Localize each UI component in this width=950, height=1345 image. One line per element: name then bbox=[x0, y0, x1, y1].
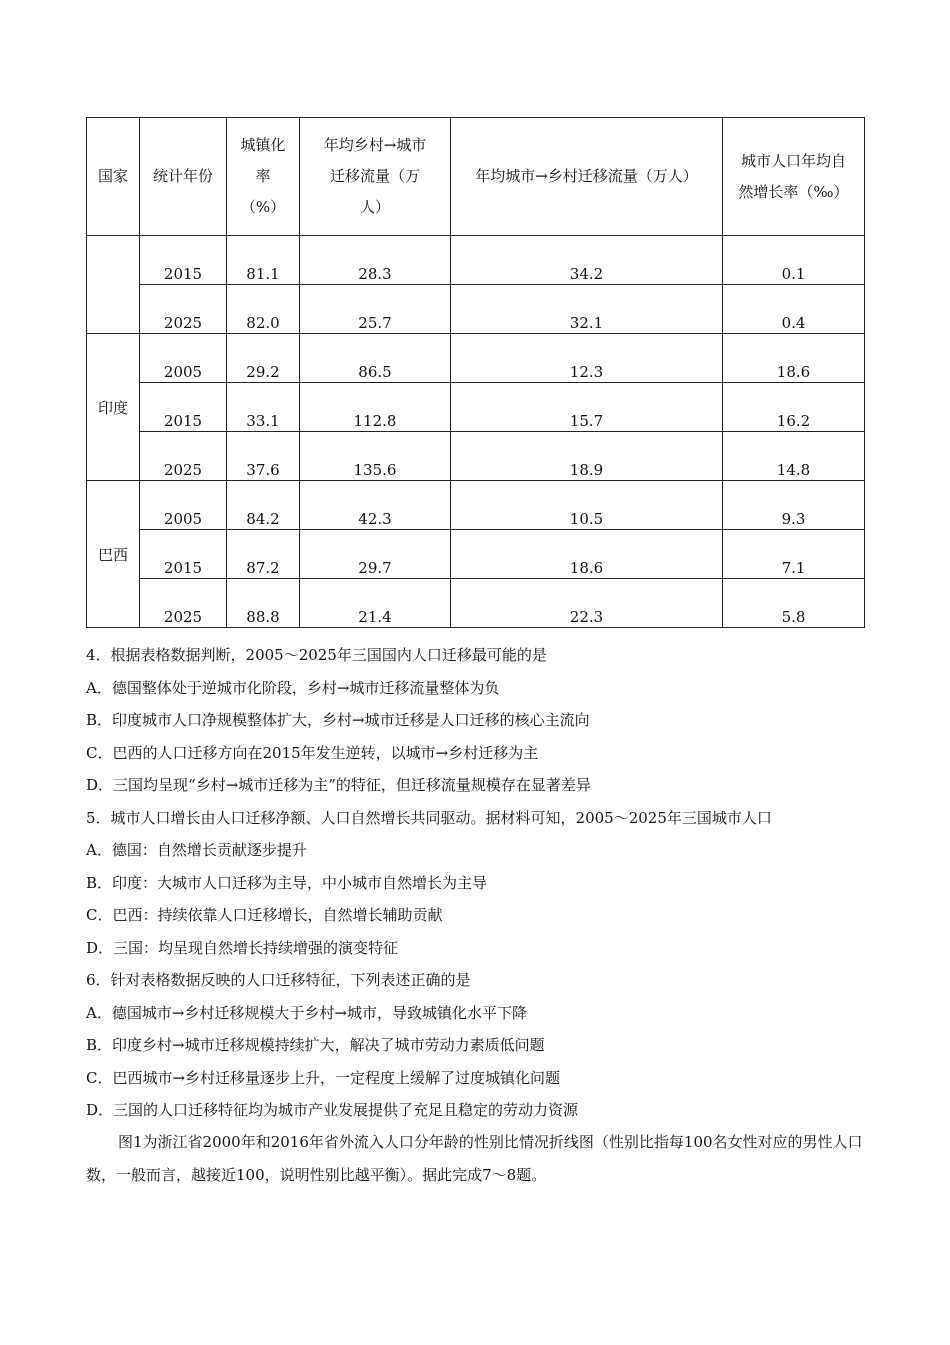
year-cell: 2015 bbox=[140, 236, 227, 285]
country-cell: 巴西 bbox=[87, 481, 140, 628]
table-cell: 29.7 bbox=[300, 530, 451, 579]
table-cell: 14.8 bbox=[723, 432, 865, 481]
table-row bbox=[87, 481, 865, 530]
table-cell: 112.8 bbox=[300, 383, 451, 432]
table-cell: 21.4 bbox=[300, 579, 451, 628]
question-5-stem: 5．城市人口增长由人口迁移净额、人口自然增长共同驱动。据材料可知，2005～2025年三国城市人口 bbox=[86, 809, 772, 827]
table-cell: 42.3 bbox=[300, 481, 451, 530]
table-row bbox=[87, 383, 865, 432]
figure-intro-paragraph bbox=[86, 1126, 866, 1192]
table-cell: 37.6 bbox=[227, 432, 300, 481]
question-5-option-d: D．三国：均呈现自然增长持续增强的演变特征 bbox=[86, 939, 399, 957]
question-6-option-a: A．德国城市→乡村迁移规模大于乡村→城市，导致城镇化水平下降 bbox=[86, 1004, 527, 1022]
table-cell: 9.3 bbox=[723, 481, 865, 530]
table-cell: 84.2 bbox=[227, 481, 300, 530]
table-cell: 15.7 bbox=[451, 383, 723, 432]
table-row bbox=[87, 530, 865, 579]
question-4-stem: 4．根据表格数据判断，2005～2025年三国国内人口迁移最可能的是 bbox=[86, 646, 547, 664]
year-cell: 2015 bbox=[140, 530, 227, 579]
table-cell: 10.5 bbox=[451, 481, 723, 530]
migration-data-table bbox=[86, 117, 865, 628]
table-header-row bbox=[87, 118, 865, 236]
question-6-stem: 6．针对表格数据反映的人口迁移特征，下列表述正确的是 bbox=[86, 971, 471, 989]
question-4-option-c: C．巴西的人口迁移方向在2015年发生逆转，以城市→乡村迁移为主 bbox=[86, 744, 539, 762]
question-5-option-b: B．印度：大城市人口迁移为主导，中小城市自然增长为主导 bbox=[86, 874, 488, 892]
year-cell: 2015 bbox=[140, 383, 227, 432]
table-cell: 82.0 bbox=[227, 285, 300, 334]
table-cell: 33.1 bbox=[227, 383, 300, 432]
table-cell: 25.7 bbox=[300, 285, 451, 334]
table-cell: 18.6 bbox=[451, 530, 723, 579]
table-row bbox=[87, 285, 865, 334]
header-country: 国家 bbox=[87, 118, 140, 236]
header-year: 统计年份 bbox=[140, 118, 227, 236]
header-urbanization-rate: 城镇化 率 （%） bbox=[227, 118, 300, 236]
country-cell: 印度 bbox=[87, 334, 140, 481]
table-cell: 0.4 bbox=[723, 285, 865, 334]
table-cell: 28.3 bbox=[300, 236, 451, 285]
question-6-option-d: D．三国的人口迁移特征均为城市产业发展提供了充足且稳定的劳动力资源 bbox=[86, 1101, 579, 1119]
question-4-option-b: B．印度城市人口净规模整体扩大，乡村→城市迁移是人口迁移的核心主流向 bbox=[86, 711, 590, 729]
question-6-option-b: B．印度乡村→城市迁移规模持续扩大，解决了城市劳动力素质低问题 bbox=[86, 1036, 545, 1054]
question-4-option-a: A．德国整体处于逆城市化阶段，乡村→城市迁移流量整体为负 bbox=[86, 679, 500, 697]
year-cell: 2025 bbox=[140, 285, 227, 334]
table-row bbox=[87, 432, 865, 481]
question-5-option-c: C．巴西：持续依靠人口迁移增长，自然增长辅助贡献 bbox=[86, 906, 443, 924]
table-cell: 86.5 bbox=[300, 334, 451, 383]
table-cell: 18.6 bbox=[723, 334, 865, 383]
table-cell: 87.2 bbox=[227, 530, 300, 579]
table-cell: 32.1 bbox=[451, 285, 723, 334]
table-row bbox=[87, 236, 865, 285]
year-cell: 2005 bbox=[140, 481, 227, 530]
table-cell: 18.9 bbox=[451, 432, 723, 481]
table-cell: 7.1 bbox=[723, 530, 865, 579]
table-cell: 22.3 bbox=[451, 579, 723, 628]
year-cell: 2025 bbox=[140, 579, 227, 628]
table-cell: 34.2 bbox=[451, 236, 723, 285]
year-cell: 2005 bbox=[140, 334, 227, 383]
table-cell: 135.6 bbox=[300, 432, 451, 481]
header-urban-to-rural: 年均城市→乡村迁移流量（万人） bbox=[451, 118, 723, 236]
header-rural-to-urban: 年均乡村→城市 迁移流量（万 人） bbox=[300, 118, 451, 236]
table-cell: 5.8 bbox=[723, 579, 865, 628]
header-natural-growth-rate: 城市人口年均自 然增长率（‰） bbox=[723, 118, 865, 236]
question-6-option-c: C．巴西城市→乡村迁移量逐步上升，一定程度上缓解了过度城镇化问题 bbox=[86, 1069, 561, 1087]
table-cell: 12.3 bbox=[451, 334, 723, 383]
table-cell: 0.1 bbox=[723, 236, 865, 285]
table-row bbox=[87, 579, 865, 628]
table-cell: 16.2 bbox=[723, 383, 865, 432]
question-5-option-a: A．德国：自然增长贡献逐步提升 bbox=[86, 841, 307, 859]
year-cell: 2025 bbox=[140, 432, 227, 481]
table-cell: 29.2 bbox=[227, 334, 300, 383]
table-cell: 88.8 bbox=[227, 579, 300, 628]
question-4-option-d: D．三国均呈现“乡村→城市迁移为主”的特征，但迁移流量规模存在显著差异 bbox=[86, 776, 591, 794]
figure-intro-text: 图1为浙江省2000年和2016年省外流入人口分年龄的性别比情况折线图（性别比指每100名女性对应的男性人口数，一般而言，越接近100，说明性别比越平衡）。据此完成7～8题。 bbox=[86, 1133, 863, 1184]
table-row bbox=[87, 334, 865, 383]
country-cell bbox=[87, 236, 140, 334]
table-cell: 81.1 bbox=[227, 236, 300, 285]
